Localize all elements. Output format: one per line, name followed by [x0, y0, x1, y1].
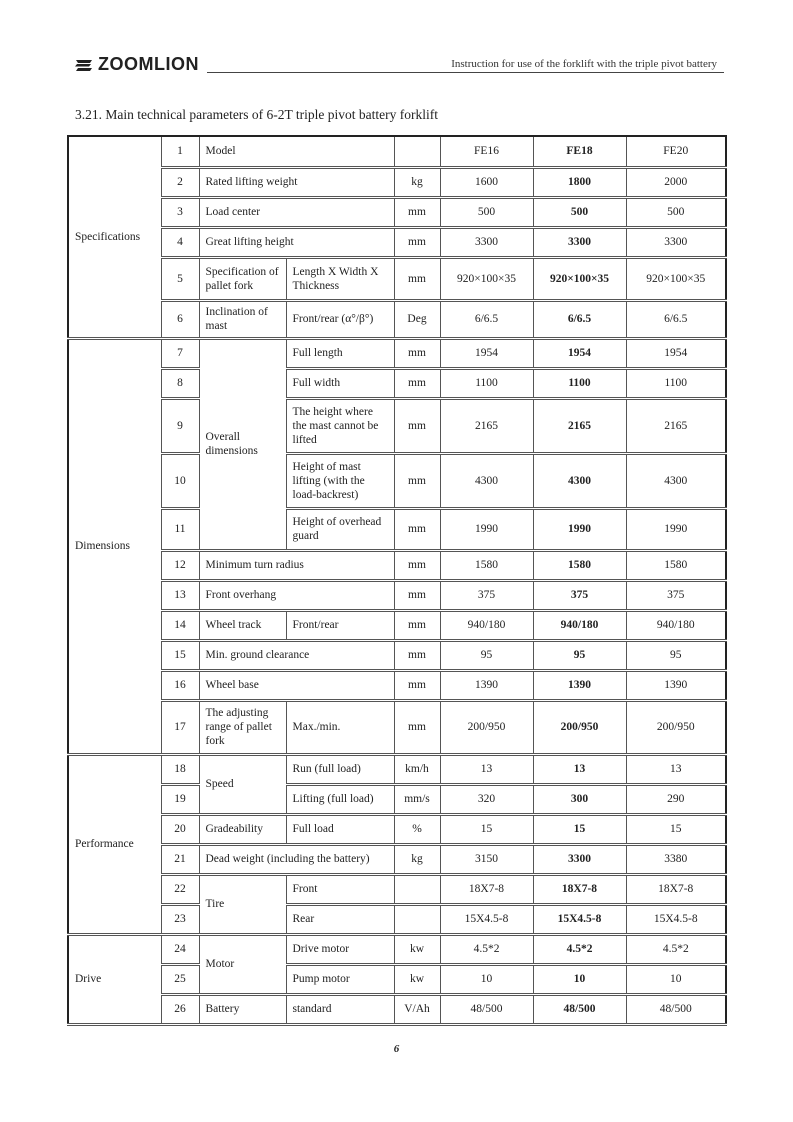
row-number: 12 — [161, 550, 199, 580]
unit-cell: mm — [394, 398, 440, 453]
value-fe18: 940/180 — [533, 610, 626, 640]
value-fe18: 1580 — [533, 550, 626, 580]
row-number: 24 — [161, 934, 199, 964]
value-fe20: 200/950 — [626, 700, 726, 754]
unit-cell: mm — [394, 610, 440, 640]
table-row — [68, 994, 726, 1024]
param-group-label: Overall dimensions — [199, 338, 286, 550]
value-fe16: 18X7-8 — [440, 874, 533, 904]
value-fe16: 4.5*2 — [440, 934, 533, 964]
unit-cell: kw — [394, 964, 440, 994]
param-sublabel: Length X Width X Thickness — [286, 257, 394, 300]
row-number: 7 — [161, 338, 199, 368]
unit-cell — [394, 874, 440, 904]
value-fe16: 2165 — [440, 398, 533, 453]
row-number: 23 — [161, 904, 199, 934]
value-fe18: 48/500 — [533, 994, 626, 1024]
value-fe18: FE18 — [533, 136, 626, 167]
table-row — [68, 227, 726, 257]
table-row — [68, 368, 726, 398]
value-fe18: 920×100×35 — [533, 257, 626, 300]
unit-cell: mm/s — [394, 784, 440, 814]
param-label: Battery — [199, 994, 286, 1024]
row-number: 6 — [161, 300, 199, 338]
table-row — [68, 197, 726, 227]
param-sublabel: Full width — [286, 368, 394, 398]
table-row — [68, 754, 726, 784]
row-number: 9 — [161, 398, 199, 453]
unit-cell: km/h — [394, 754, 440, 784]
param-label: Gradeability — [199, 814, 286, 844]
value-fe18: 15X4.5-8 — [533, 904, 626, 934]
value-fe20: 2000 — [626, 167, 726, 197]
param-sublabel: standard — [286, 994, 394, 1024]
param-label: Wheel track — [199, 610, 286, 640]
row-number: 4 — [161, 227, 199, 257]
param-label: Inclination of mast — [199, 300, 286, 338]
param-sublabel: Max./min. — [286, 700, 394, 754]
table-row — [68, 640, 726, 670]
param-group-label: Speed — [199, 754, 286, 814]
category-drive: Drive — [68, 934, 161, 1024]
value-fe16: 375 — [440, 580, 533, 610]
unit-cell: mm — [394, 670, 440, 700]
row-number: 26 — [161, 994, 199, 1024]
table-row — [68, 964, 726, 994]
unit-cell: mm — [394, 550, 440, 580]
unit-cell: mm — [394, 368, 440, 398]
row-number: 11 — [161, 508, 199, 550]
document-header-title: Instruction for use of the forklift with the triple pivot battery — [451, 58, 717, 70]
row-number: 19 — [161, 784, 199, 814]
value-fe20: 1100 — [626, 368, 726, 398]
table-row — [68, 670, 726, 700]
section-title: 3.21. Main technical parameters of 6-2T triple pivot battery forklift — [75, 107, 439, 122]
value-fe20: 3380 — [626, 844, 726, 874]
unit-cell: % — [394, 814, 440, 844]
value-fe20: 940/180 — [626, 610, 726, 640]
value-fe20: 4300 — [626, 453, 726, 508]
value-fe18: 4.5*2 — [533, 934, 626, 964]
value-fe18: 375 — [533, 580, 626, 610]
value-fe16: 920×100×35 — [440, 257, 533, 300]
param-group-label: Motor — [199, 934, 286, 994]
value-fe16: FE16 — [440, 136, 533, 167]
brand-logo — [74, 54, 199, 75]
value-fe16: 15 — [440, 814, 533, 844]
value-fe20: 15X4.5-8 — [626, 904, 726, 934]
value-fe16: 3150 — [440, 844, 533, 874]
table-row — [68, 700, 726, 754]
value-fe18: 500 — [533, 197, 626, 227]
value-fe18: 1990 — [533, 508, 626, 550]
value-fe16: 6/6.5 — [440, 300, 533, 338]
value-fe16: 200/950 — [440, 700, 533, 754]
value-fe16: 95 — [440, 640, 533, 670]
param-sublabel: Full length — [286, 338, 394, 368]
value-fe20: 13 — [626, 754, 726, 784]
header-divider — [207, 72, 724, 73]
table-row — [68, 167, 726, 197]
table-row — [68, 784, 726, 814]
value-fe20: 10 — [626, 964, 726, 994]
unit-cell: mm — [394, 197, 440, 227]
param-label: Load center — [199, 197, 394, 227]
value-fe18: 15 — [533, 814, 626, 844]
value-fe16: 320 — [440, 784, 533, 814]
zoomlion-logo-icon — [74, 58, 94, 72]
unit-cell — [394, 136, 440, 167]
param-label: Model — [199, 136, 394, 167]
row-number: 20 — [161, 814, 199, 844]
value-fe18: 1100 — [533, 368, 626, 398]
row-number: 13 — [161, 580, 199, 610]
row-number: 3 — [161, 197, 199, 227]
value-fe20: 15 — [626, 814, 726, 844]
param-sublabel: Height of mast lifting (with the load-backrest) — [286, 453, 394, 508]
value-fe20: 1390 — [626, 670, 726, 700]
value-fe16: 13 — [440, 754, 533, 784]
row-number: 21 — [161, 844, 199, 874]
value-fe16: 4300 — [440, 453, 533, 508]
unit-cell: mm — [394, 640, 440, 670]
value-fe20: 2165 — [626, 398, 726, 453]
unit-cell: kg — [394, 167, 440, 197]
value-fe20: 1580 — [626, 550, 726, 580]
row-number: 25 — [161, 964, 199, 994]
param-sublabel: Front/rear (α°/β°) — [286, 300, 394, 338]
value-fe20: FE20 — [626, 136, 726, 167]
table-row — [68, 610, 726, 640]
brand-name: ZOOMLION — [98, 54, 199, 74]
unit-cell — [394, 904, 440, 934]
unit-cell: mm — [394, 227, 440, 257]
value-fe20: 95 — [626, 640, 726, 670]
param-sublabel: Full load — [286, 814, 394, 844]
value-fe20: 1990 — [626, 508, 726, 550]
value-fe16: 10 — [440, 964, 533, 994]
param-label: Minimum turn radius — [199, 550, 394, 580]
value-fe16: 3300 — [440, 227, 533, 257]
unit-cell: mm — [394, 257, 440, 300]
value-fe18: 300 — [533, 784, 626, 814]
row-number: 2 — [161, 167, 199, 197]
value-fe18: 1390 — [533, 670, 626, 700]
category-specifications: Specifications — [68, 136, 161, 338]
value-fe18: 95 — [533, 640, 626, 670]
technical-parameters-table — [67, 135, 727, 1026]
unit-cell: kg — [394, 844, 440, 874]
param-label: Rated lifting weight — [199, 167, 394, 197]
unit-cell: kw — [394, 934, 440, 964]
unit-cell: mm — [394, 453, 440, 508]
param-group-label: Tire — [199, 874, 286, 934]
table-row — [68, 934, 726, 964]
param-sublabel: Front/rear — [286, 610, 394, 640]
value-fe20: 920×100×35 — [626, 257, 726, 300]
table-row — [68, 904, 726, 934]
param-sublabel: Height of overhead guard — [286, 508, 394, 550]
value-fe20: 3300 — [626, 227, 726, 257]
row-number: 8 — [161, 368, 199, 398]
value-fe16: 1390 — [440, 670, 533, 700]
param-sublabel: Front — [286, 874, 394, 904]
value-fe16: 48/500 — [440, 994, 533, 1024]
param-label: Front overhang — [199, 580, 394, 610]
value-fe16: 1580 — [440, 550, 533, 580]
table-row — [68, 136, 726, 167]
unit-cell: mm — [394, 338, 440, 368]
table-row — [68, 844, 726, 874]
param-label: Dead weight (including the battery) — [199, 844, 394, 874]
value-fe20: 500 — [626, 197, 726, 227]
row-number: 10 — [161, 453, 199, 508]
table-row — [68, 550, 726, 580]
unit-cell: Deg — [394, 300, 440, 338]
table-row — [68, 453, 726, 508]
value-fe16: 1954 — [440, 338, 533, 368]
param-sublabel: The height where the mast cannot be lifted — [286, 398, 394, 453]
param-label: Min. ground clearance — [199, 640, 394, 670]
value-fe16: 15X4.5-8 — [440, 904, 533, 934]
row-number: 18 — [161, 754, 199, 784]
value-fe20: 1954 — [626, 338, 726, 368]
value-fe20: 6/6.5 — [626, 300, 726, 338]
category-performance: Performance — [68, 754, 161, 934]
unit-cell: V/Ah — [394, 994, 440, 1024]
value-fe16: 500 — [440, 197, 533, 227]
value-fe20: 4.5*2 — [626, 934, 726, 964]
param-label: Great lifting height — [199, 227, 394, 257]
value-fe16: 1600 — [440, 167, 533, 197]
value-fe20: 290 — [626, 784, 726, 814]
row-number: 22 — [161, 874, 199, 904]
value-fe20: 18X7-8 — [626, 874, 726, 904]
value-fe18: 6/6.5 — [533, 300, 626, 338]
value-fe18: 13 — [533, 754, 626, 784]
unit-cell: mm — [394, 580, 440, 610]
value-fe20: 48/500 — [626, 994, 726, 1024]
param-sublabel: Pump motor — [286, 964, 394, 994]
table-row — [68, 508, 726, 550]
param-label: Specification of pallet fork — [199, 257, 286, 300]
value-fe16: 1100 — [440, 368, 533, 398]
param-sublabel: Rear — [286, 904, 394, 934]
row-number: 17 — [161, 700, 199, 754]
table-row — [68, 814, 726, 844]
value-fe20: 375 — [626, 580, 726, 610]
row-number: 1 — [161, 136, 199, 167]
param-label: The adjusting range of pallet fork — [199, 700, 286, 754]
unit-cell: mm — [394, 508, 440, 550]
category-dimensions: Dimensions — [68, 338, 161, 754]
param-label: Wheel base — [199, 670, 394, 700]
param-sublabel: Run (full load) — [286, 754, 394, 784]
page-number: 6 — [393, 1043, 400, 1055]
value-fe16: 940/180 — [440, 610, 533, 640]
value-fe18: 4300 — [533, 453, 626, 508]
row-number: 16 — [161, 670, 199, 700]
table-row — [68, 257, 726, 300]
row-number: 5 — [161, 257, 199, 300]
row-number: 14 — [161, 610, 199, 640]
row-number: 15 — [161, 640, 199, 670]
value-fe18: 200/950 — [533, 700, 626, 754]
table-row — [68, 300, 726, 338]
unit-cell: mm — [394, 700, 440, 754]
value-fe16: 1990 — [440, 508, 533, 550]
table-row — [68, 874, 726, 904]
table-row — [68, 580, 726, 610]
value-fe18: 3300 — [533, 844, 626, 874]
table-row — [68, 398, 726, 453]
value-fe18: 1954 — [533, 338, 626, 368]
param-sublabel: Lifting (full load) — [286, 784, 394, 814]
value-fe18: 10 — [533, 964, 626, 994]
value-fe18: 18X7-8 — [533, 874, 626, 904]
value-fe18: 1800 — [533, 167, 626, 197]
param-sublabel: Drive motor — [286, 934, 394, 964]
table-row — [68, 338, 726, 368]
value-fe18: 3300 — [533, 227, 626, 257]
value-fe18: 2165 — [533, 398, 626, 453]
